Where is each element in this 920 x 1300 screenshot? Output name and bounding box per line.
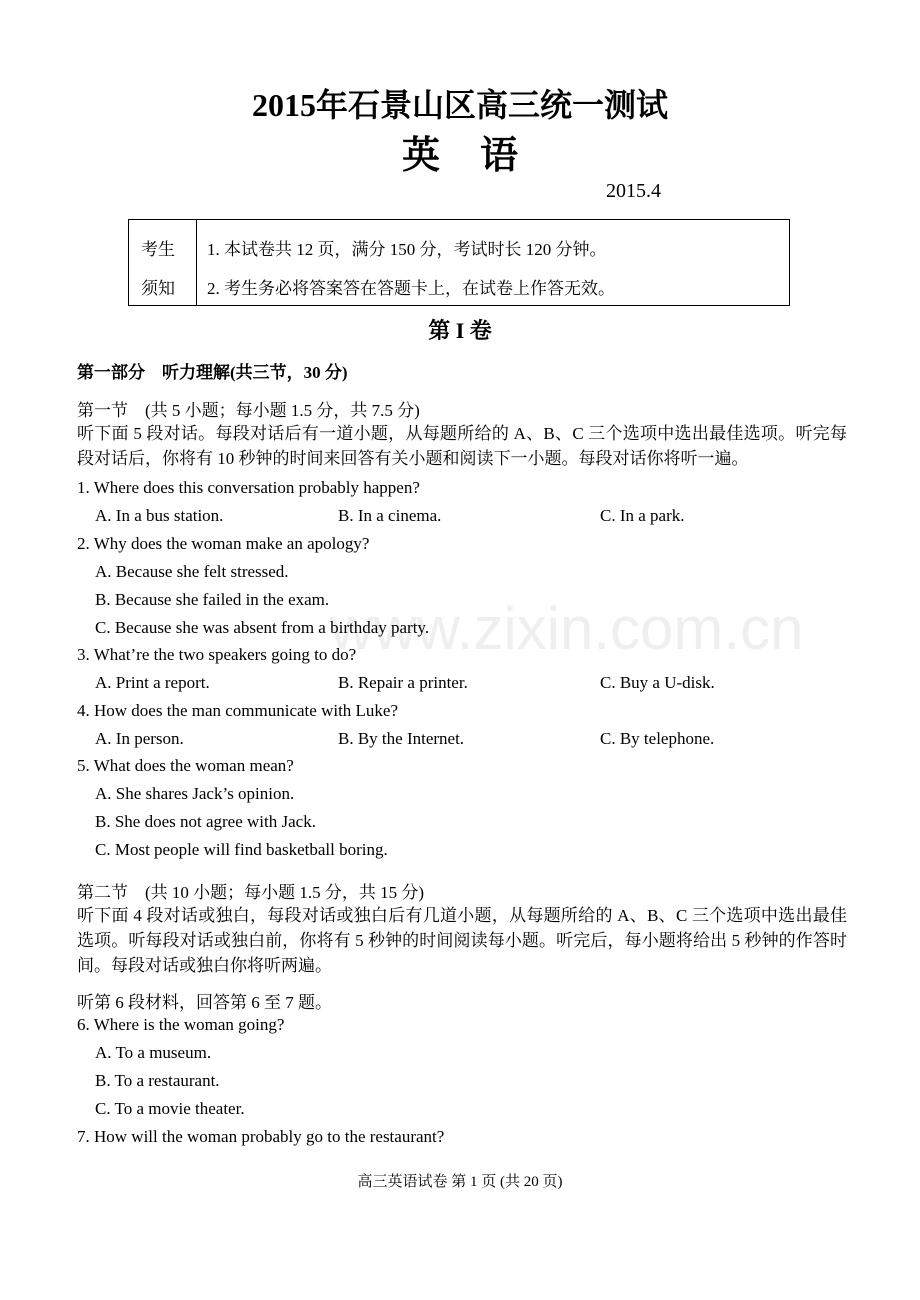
- option-b: B. She does not agree with Jack.: [95, 812, 316, 831]
- section2-heading: 第二节 (共 10 小题；每小题 1.5 分，共 15 分): [77, 883, 425, 902]
- volume-heading: 第 I 卷: [428, 318, 492, 343]
- exam-subject: 英语: [401, 135, 558, 177]
- question-text: 2. Why does the woman make an apology?: [77, 534, 370, 553]
- option-b: B. In a cinema.: [338, 506, 442, 525]
- question-text: 3. What’re the two speakers going to do?: [77, 645, 357, 664]
- notice-label-line1: 考生: [141, 240, 175, 259]
- watermark: www.zixin.com.cn: [330, 595, 804, 662]
- question-text: 4. How does the man communicate with Luke?: [77, 701, 399, 720]
- option-c: C. Most people will find basketball boring.: [95, 840, 388, 859]
- option-a: A. Because she felt stressed.: [95, 562, 289, 581]
- notice-box: [128, 219, 790, 306]
- option-b: B. Repair a printer.: [338, 673, 468, 692]
- option-c: C. Because she was absent from a birthday party.: [95, 618, 430, 637]
- notice-label-line2: 须知: [141, 279, 175, 298]
- section1-instructions: 听下面 5 段对话。每段对话后有一道小题，从每题所给的 A、B、C 三个选项中选出最佳选项。听完每段对话后，你将有 10 秒钟的时间来回答有关小题和阅读下一小题。每段对话你将听一遍。: [77, 424, 847, 468]
- page-footer: 高三英语试卷 第 1 页 (共 20 页): [357, 1174, 563, 1190]
- option-c: C. In a park.: [600, 506, 685, 525]
- notice-item-2: 2. 考生务必将答案答在答题卡上，在试卷上作答无效。: [207, 279, 615, 298]
- question-text: 5. What does the woman mean?: [77, 756, 294, 775]
- option-a: A. To a museum.: [95, 1043, 212, 1062]
- option-b: B. By the Internet.: [338, 729, 465, 748]
- exam-title: 2015年石景山区高三统一测试: [251, 87, 668, 123]
- option-c: C. Buy a U-disk.: [600, 673, 715, 692]
- notice-item-1: 1. 本试卷共 12 页，满分 150 分，考试时长 120 分钟。: [207, 240, 607, 259]
- section1-heading: 第一节 (共 5 小题；每小题 1.5 分，共 7.5 分): [77, 401, 420, 420]
- option-a: A. Print a report.: [95, 673, 210, 692]
- notice-label: [129, 220, 197, 305]
- option-b: B. Because she failed in the exam.: [95, 590, 330, 609]
- exam-date: 2015.4: [606, 180, 661, 202]
- option-b: B. To a restaurant.: [95, 1071, 220, 1090]
- question-text: 7. How will the woman probably go to the restaurant?: [77, 1127, 445, 1146]
- option-a: A. In person.: [95, 729, 184, 748]
- part-heading: 第一部分 听力理解(共三节，30 分): [77, 363, 348, 382]
- question-text: 1. Where does this conversation probably happen?: [77, 478, 420, 497]
- option-c: C. To a movie theater.: [95, 1099, 245, 1118]
- option-a: A. In a bus station.: [95, 506, 224, 525]
- material-note: 听第 6 段材料，回答第 6 至 7 题。: [77, 993, 332, 1012]
- question-text: 6. Where is the woman going?: [77, 1015, 285, 1034]
- section2-instructions: 听下面 4 段对话或独白，每段对话或独白后有几道小题，从每题所给的 A、B、C 三个选项中选出最佳选项。听每段对话或独白前，你将有 5 秒钟的时间阅读每小题。听完后，每小题将给出 5 秒钟的作答时间。每段对话或独白你将听两遍。: [77, 906, 847, 975]
- option-a: A. She shares Jack’s opinion.: [95, 784, 295, 803]
- option-c: C. By telephone.: [600, 729, 715, 748]
